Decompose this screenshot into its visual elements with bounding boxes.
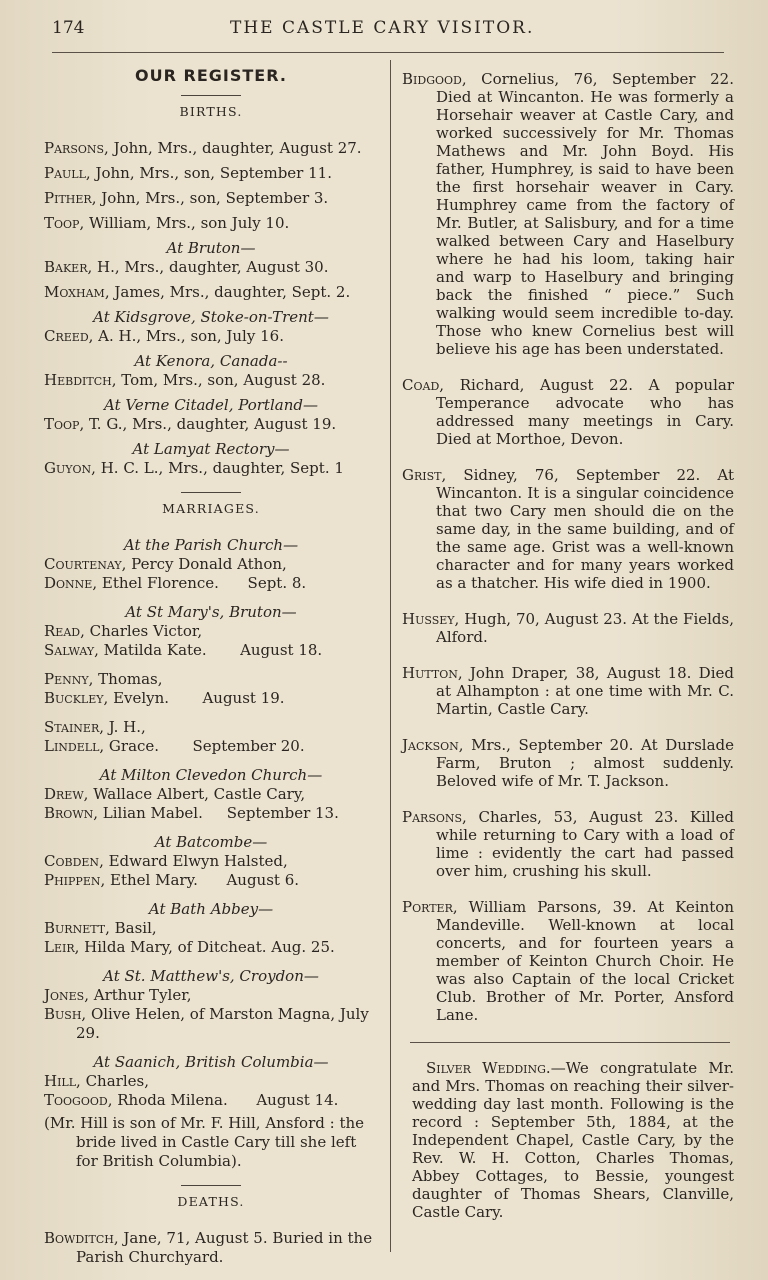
bride-surname: Toogood: [44, 1091, 108, 1109]
bride-text: , Olive Helen, of Marston Magna, July 29.: [76, 1005, 369, 1042]
entry-surname: Coad: [402, 376, 440, 394]
groom-text: , Arthur Tyler,: [84, 986, 192, 1004]
heading-rule: [181, 95, 241, 96]
bride-text: , Ethel Mary. August 6.: [100, 871, 300, 889]
entry-text: , Richard, August 22. A popular Temperance advocate who has addressed many meetings in Cary. Died at Morthoe, Devon.: [436, 376, 734, 448]
bride-text: , Ethel Florence. Sept. 8.: [92, 574, 307, 592]
running-header: [0, 14, 768, 44]
death-entry: [402, 376, 734, 448]
entry-text: , Charles, 53, August 23. Killed while returning to Cary with a load of lime : evidently the cart had passed over him, crushing his skull.: [436, 808, 734, 880]
entry-surname: Hutton: [402, 664, 458, 682]
death-entry: [402, 610, 734, 646]
birth-entry: [44, 415, 378, 434]
entry-text: , James, Mrs., daughter, Sept. 2.: [104, 283, 351, 301]
entry-text: , A. H., Mrs., son, July 16.: [88, 327, 284, 345]
entry-text: , John, Mrs., son, September 11.: [85, 164, 332, 182]
bride-text: , Grace. September 20.: [99, 737, 305, 755]
entry-text: , Tom, Mrs., son, August 28.: [111, 371, 326, 389]
marriage-entry: [44, 670, 378, 708]
bride-surname: Salway: [44, 641, 95, 659]
groom-surname: Cobden: [44, 852, 100, 870]
silver-wedding-text: —We congratulate Mr. and Mrs. Thomas on reaching their silver-wedding day last month. Following is the record : September 5th, 1884, at the Independent Chapel, Castle Cary, by the Rev. W. H. Cotton, Charles Thomas, Abbey Cottages, to Bessie, youngest daughter of Thomas Shears, Clanville, Castle Cary.: [412, 1059, 734, 1221]
groom-text: , Basil,: [105, 919, 157, 937]
bride-surname: Lindell: [44, 737, 100, 755]
bride-surname: Bush: [44, 1005, 82, 1023]
death-entry: [402, 70, 734, 358]
birth-venue: At Verne Citadel, Portland—: [104, 396, 318, 414]
marriage-entry: [44, 785, 378, 823]
birth-venue: At Kenora, Canada--: [134, 352, 288, 370]
groom-text: , Charles Victor,: [80, 622, 203, 640]
death-entry: [402, 808, 734, 880]
entry-text: , William, Mrs., son July 10.: [79, 214, 290, 232]
bride-surname: Buckley: [44, 689, 104, 707]
marriage-entry: [44, 555, 378, 593]
entry-text: , John Draper, 38, August 18. Died at Alhampton : at one time with Mr. C. Martin, Castle Cary.: [436, 664, 734, 718]
birth-entry: [44, 258, 378, 277]
groom-surname: Jones: [44, 986, 85, 1004]
bride-text: , Evelyn. August 19.: [103, 689, 285, 707]
groom-surname: Hill: [44, 1072, 77, 1090]
bride-surname: Donne: [44, 574, 93, 592]
entry-surname: Baker: [44, 258, 88, 276]
entry-surname: Toop: [44, 214, 80, 232]
deaths-heading-text: DEATHS.: [177, 1194, 245, 1209]
heading-rule: [181, 1185, 241, 1186]
bride-surname: Leir: [44, 938, 75, 956]
death-entry: [402, 736, 734, 790]
marriage-note: (Mr. Hill is son of Mr. F. Hill, Ansford : the bride lived in Castle Cary till she left for British Columbia).: [44, 1114, 365, 1170]
marriages-heading-text: MARRIAGES.: [162, 501, 260, 516]
marriage-venue: At Saanich, British Columbia—: [93, 1053, 329, 1071]
silver-wedding-lead: Silver Wedding.: [426, 1059, 551, 1077]
death-entry: [402, 898, 734, 1024]
left-column: [44, 62, 378, 1273]
bride-surname: Brown: [44, 804, 94, 822]
entry-text: , Hugh, 70, August 23. At the Fields, Alford.: [436, 610, 734, 646]
birth-venue: At Bruton—: [166, 239, 256, 257]
entry-surname: Porter: [402, 898, 453, 916]
entry-surname: Moxham: [44, 283, 105, 301]
birth-entry: [44, 139, 378, 158]
marriage-entry: [44, 986, 378, 1043]
marriages-heading: [44, 492, 378, 518]
groom-text: , Charles,: [76, 1072, 149, 1090]
entry-surname: Parsons: [44, 139, 105, 157]
birth-entry: [44, 164, 378, 183]
birth-entry: [44, 189, 378, 208]
groom-surname: Drew: [44, 785, 84, 803]
entry-text: , Jane, 71, August 5. Buried in the Parish Churchyard.: [76, 1229, 373, 1266]
marriage-venue: At Milton Clevedon Church—: [99, 766, 323, 784]
marriage-entry: [44, 718, 378, 756]
entry-surname: Jackson: [402, 736, 459, 754]
birth-entry: [44, 371, 378, 390]
entry-surname: Guyon: [44, 459, 92, 477]
section-rule: [410, 1042, 730, 1043]
entry-text: , John, Mrs., son, September 3.: [91, 189, 329, 207]
entry-surname: Bidgood: [402, 70, 462, 88]
page-number: 174: [52, 18, 85, 38]
marriage-venue: At St. Matthew's, Croydon—: [103, 967, 319, 985]
marriage-venue: At St Mary's, Bruton—: [125, 603, 297, 621]
death-entry: [402, 466, 734, 592]
marriage-entry: [44, 852, 378, 890]
entry-surname: Hebditch: [44, 371, 112, 389]
groom-surname: Burnett: [44, 919, 106, 937]
entry-surname: Grist: [402, 466, 442, 484]
birth-entry: [44, 214, 378, 233]
bride-surname: Phippen: [44, 871, 101, 889]
birth-entry: [44, 459, 378, 478]
groom-surname: Stainer: [44, 718, 100, 736]
right-column: [402, 70, 734, 1221]
entry-text: , Cornelius, 76, September 22. Died at Wincanton. He was formerly a Horsehair weaver at Castle Cary, and worked successively for Mr. Thomas Mathews and Mr. John Boyd. His father, Humphrey, is said to have been the first horsehair weaver in Cary. Humphrey came from the factory of Mr. Butler, at Salisbury, and for a time walked between Cary and Haselbury where he had his loom, taking hair and warp to Haselbury and bringing back the finished “ piece.” Such walking would seem incredible to-day. Those who knew Cornelius best will believe his age has been understated.: [436, 70, 734, 358]
groom-surname: Penny: [44, 670, 89, 688]
groom-surname: Read: [44, 622, 81, 640]
entry-text: , Sidney, 76, September 22. At Wincanton. It is a singular coincidence that two Cary men should die on the same day, in the same building, and of the same age. Grist was a well-known character and for many years worked as a thatcher. His wife died in 1900.: [436, 466, 734, 592]
register-title: OUR REGISTER.: [135, 66, 287, 85]
groom-surname: Courtenay: [44, 555, 122, 573]
entry-surname: Toop: [44, 415, 80, 433]
silver-wedding-notice: [402, 1059, 734, 1221]
groom-text: , Percy Donald Athon,: [121, 555, 287, 573]
entry-surname: Bowditch: [44, 1229, 114, 1247]
entry-surname: Hussey: [402, 610, 455, 628]
entry-text: , H. C. L., Mrs., daughter, Sept. 1: [91, 459, 344, 477]
entry-text: , William Parsons, 39. At Keinton Mandeville. Well-known at local concerts, and for fourteen years a member of Keinton Church Choir. He was also Captain of the local Cricket Club. Brother of Mr. Porter, Ansford Lane.: [436, 898, 734, 1024]
header-rule: [52, 52, 724, 53]
groom-text: , Thomas,: [88, 670, 163, 688]
heading-rule: [181, 492, 241, 493]
marriage-entry: [44, 919, 378, 957]
groom-text: , Edward Elwyn Halsted,: [99, 852, 288, 870]
column-divider: [390, 60, 391, 1252]
deaths-heading: [44, 1185, 378, 1211]
bride-text: , Hilda Mary, of Ditcheat. Aug. 25.: [74, 938, 335, 956]
entry-surname: Creed: [44, 327, 89, 345]
entry-text: , H., Mrs., daughter, August 30.: [87, 258, 329, 276]
birth-venue: At Kidsgrove, Stoke-on-Trent—: [93, 308, 329, 326]
birth-venue: At Lamyat Rectory—: [132, 440, 290, 458]
death-entry: [44, 1229, 378, 1267]
bride-text: , Lilian Mabel. September 13.: [93, 804, 339, 822]
marriage-venue: At the Parish Church—: [123, 536, 299, 554]
births-heading-text: BIRTHS.: [179, 104, 243, 119]
groom-text: , J. H.,: [99, 718, 146, 736]
entry-surname: Parsons: [402, 808, 463, 826]
bride-text: , Rhoda Milena. August 14.: [107, 1091, 339, 1109]
entry-surname: Paull: [44, 164, 86, 182]
marriage-venue: At Batcombe—: [154, 833, 268, 851]
entry-surname: Pither: [44, 189, 92, 207]
births-heading: [44, 95, 378, 121]
entry-text: , John, Mrs., daughter, August 27.: [104, 139, 362, 157]
marriage-entry: [44, 1072, 378, 1110]
birth-entry: [44, 327, 378, 346]
death-entry: [402, 664, 734, 718]
entry-text: , T. G., Mrs., daughter, August 19.: [79, 415, 337, 433]
bride-text: , Matilda Kate. August 18.: [94, 641, 323, 659]
groom-text: , Wallace Albert, Castle Cary,: [83, 785, 306, 803]
marriage-venue: At Bath Abbey—: [148, 900, 274, 918]
running-title: THE CASTLE CARY VISITOR.: [230, 18, 535, 38]
marriage-entry: [44, 622, 378, 660]
entry-text: , Mrs., September 20. At Durslade Farm, Bruton ; almost suddenly. Beloved wife of Mr. T. Jackson.: [436, 736, 734, 790]
birth-entry: [44, 283, 378, 302]
